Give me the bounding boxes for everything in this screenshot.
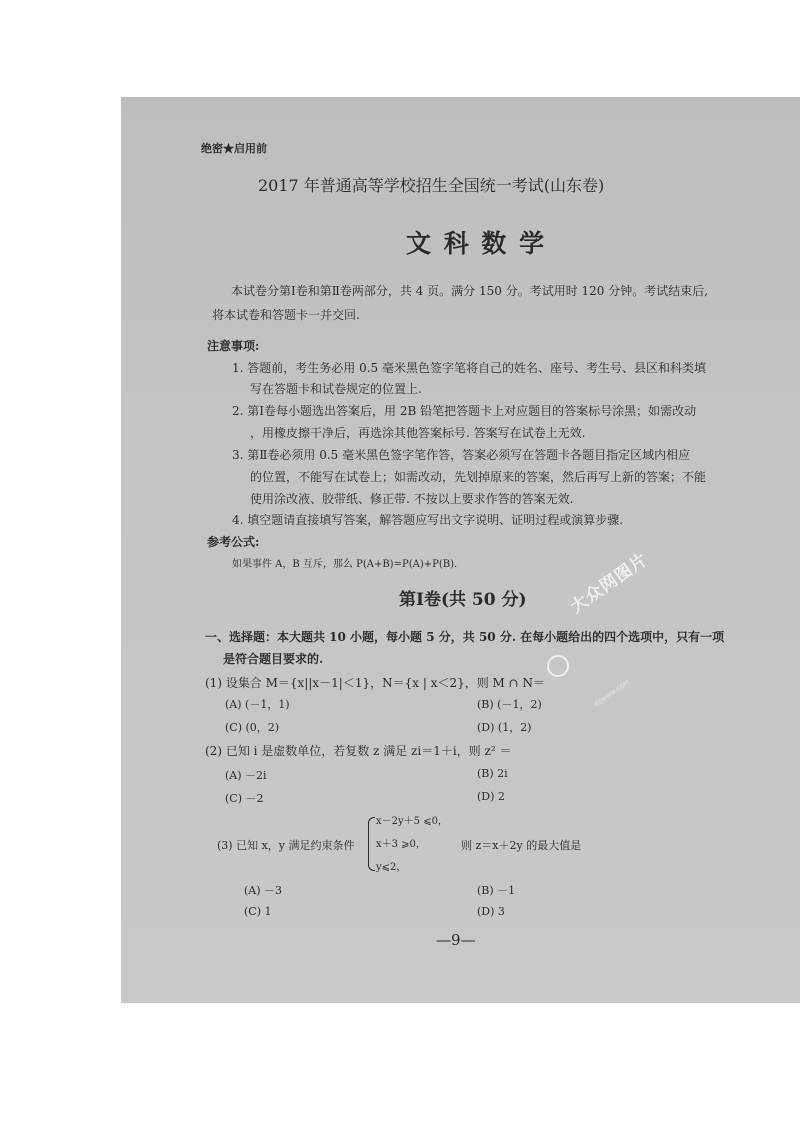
notes-heading: 注意事项:: [207, 339, 260, 353]
note-3c: 使用涂改液、胶带纸、修正带. 不按以上要求作答的答案无效.: [250, 492, 574, 506]
q1-option-a: (A) (－1，1): [225, 698, 290, 711]
section-title: 第Ⅰ卷(共 50 分): [399, 590, 527, 610]
exam-title: 2017 年普通高等学校招生全国统一考试(山东卷): [258, 176, 605, 195]
reference-formula: 如果事件 A，B 互斥，那么 P(A+B)=P(A)+P(B).: [232, 559, 458, 570]
intro-line-1: 本试卷分第Ⅰ卷和第Ⅱ卷两部分，共 4 页。满分 150 分。考试用时 120 分钟。考试结束后,: [231, 284, 709, 298]
note-1b: 写在答题卡和试卷规定的位置上.: [250, 382, 422, 396]
constraint-brace: [368, 817, 375, 871]
q3-constraint-3: y⩽2，: [376, 862, 407, 873]
watermark-url: dzwww.com: [592, 677, 632, 709]
q3-option-a: (A) －3: [244, 884, 283, 897]
q1-option-b: (B) (－1，2): [477, 698, 542, 711]
q2-option-a: (A) －2i: [225, 769, 267, 782]
section-instruction-1: 一、选择题：本大题共 10 小题，每小题 5 分，共 50 分. 在每小题给出的四个选项中，只有一项: [205, 630, 725, 644]
subject-title: 文 科 数 学: [406, 229, 547, 258]
q2-option-c: (C) －2: [225, 792, 264, 805]
note-2a: 2. 第Ⅰ卷每小题选出答案后，用 2B 铅笔把答题卡上对应题目的答案标号涂黑；如需改动: [232, 404, 697, 418]
note-1a: 1. 答题前，考生务必用 0.5 毫米黑色签字笔将自己的姓名、座号、考生号、县区和科类填: [232, 361, 706, 375]
q3-option-d: (D) 3: [477, 905, 505, 918]
intro-line-2: 将本试卷和答题卡一并交回.: [212, 308, 360, 322]
watermark-logo-icon: [547, 655, 569, 677]
note-2b: ，用橡皮擦干净后，再选涂其他答案标号. 答案写在试卷上无效.: [250, 426, 586, 440]
watermark: 大众网图片: [566, 549, 653, 618]
note-4: 4. 填空题请直接填写答案，解答题应写出文字说明、证明过程或演算步骤.: [232, 513, 624, 527]
q3-constraint-1: x－2y＋5 ⩽0，: [376, 816, 448, 827]
note-3a: 3. 第Ⅱ卷必须用 0.5 毫米黑色签字笔作答，答案必须写在答题卡各题目指定区域内相应: [232, 448, 691, 462]
q1-stem: (1) 设集合 M＝{x||x－1|＜1}，N＝{x | x＜2}，则 M ∩ N＝: [205, 676, 546, 690]
q2-option-d: (D) 2: [477, 790, 505, 803]
q3-stem-right: 则 z＝x＋2y 的最大值是: [461, 839, 582, 852]
q3-constraint-2: x＋3 ⩾0，: [376, 839, 426, 850]
page-number: —9—: [436, 931, 476, 949]
q3-stem-left: (3) 已知 x，y 满足约束条件: [217, 839, 355, 852]
note-3b: 的位置，不能写在试卷上；如需改动，先划掉原来的答案，然后再写上新的答案；不能: [250, 470, 707, 484]
q3-option-b: (B) －1: [477, 884, 516, 897]
q1-option-d: (D) (1，2): [477, 721, 532, 734]
q2-stem: (2) 已知 i 是虚数单位，若复数 z 满足 zi＝1＋i，则 z² ＝: [205, 744, 512, 758]
reference-heading: 参考公式:: [207, 535, 260, 549]
confidential-label: 绝密★启用前: [201, 142, 267, 155]
exam-paper-photo: [121, 97, 800, 1003]
section-instruction-2: 是符合题目要求的.: [223, 652, 324, 666]
q3-option-c: (C) 1: [244, 905, 272, 918]
q2-option-b: (B) 2i: [477, 767, 508, 780]
q1-option-c: (C) (0，2): [225, 721, 280, 734]
